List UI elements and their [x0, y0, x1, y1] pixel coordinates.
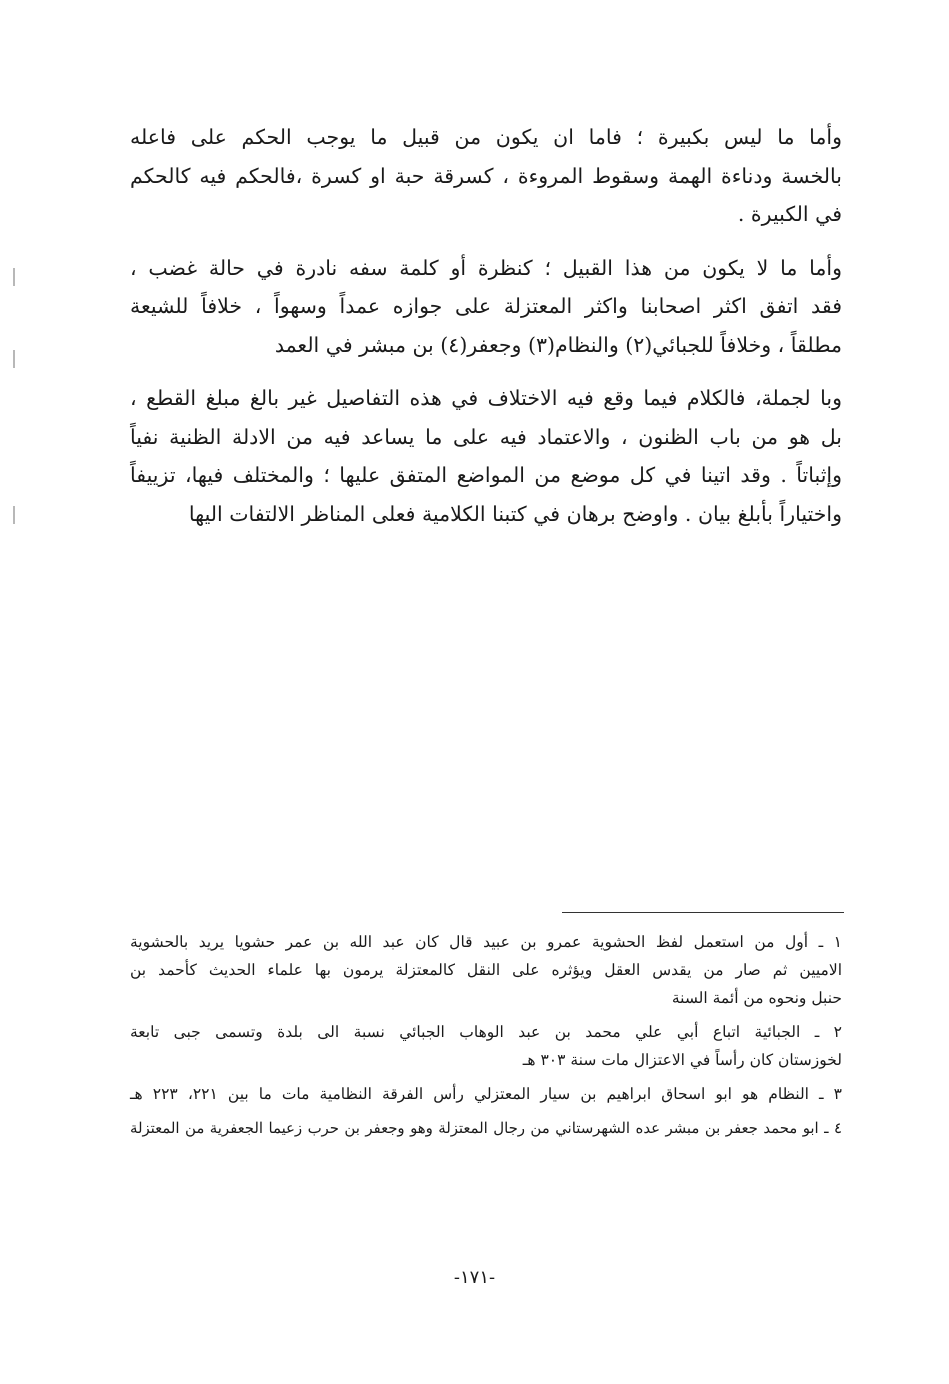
text-line: وأما ما لا يكون من هذا القبيل ؛ كنظرة أو كلمة سفه نادرة في حالة غضب ، [130, 255, 842, 280]
text-line: وأما ما ليس بكبيرة ؛ فاما ان يكون من قبيل ما يوجب الحكم على فاعله [130, 125, 842, 149]
footnote-line: ١ ـ أول من استعمل لفظ الحشوية عمرو بن عبيد قال كان عبد الله بن عمر حشويا يريد بالحشوية [130, 933, 842, 951]
paragraph-3 [130, 379, 842, 533]
footnote-line: ٤ ـ ابو محمد جعفر بن مبشر عده الشهرستاني من رجال المعتزلة وهو وجعفر بن حرب زعيما الجعفرية من المعتزلة [130, 1119, 842, 1137]
footnote-1 [130, 928, 842, 1012]
margin-tick-mark [13, 506, 15, 524]
footnote-line: ٢ ـ الجبائية اتباع أبي علي محمد بن عبد الوهاب الجبائي نسبة الى بلدة وتسمى جبى تابعة [130, 1023, 842, 1041]
page-number: -١٧١- [453, 1267, 496, 1288]
main-text-body [130, 118, 842, 548]
footnote-line: لخوزستان كان رأساً في الاعتزال مات سنة ٣٠٣ هـ [522, 1051, 842, 1069]
footnote-3 [130, 1080, 842, 1108]
footnote-2 [130, 1018, 842, 1074]
footnote-separator [562, 912, 844, 913]
footnote-line: الاميين ثم صار من يقدس العقل ويؤثره على النقل كالمعتزلة يرمون بها علماء الحديث كأحمد بن [130, 961, 842, 979]
margin-tick-mark [13, 350, 15, 368]
text-line: مطلقاً ، وخلافاً للجبائي(٢) والنظام(٣) وجعفر(٤) بن مبشر في العمد [274, 332, 842, 357]
text-line: وبا لجملة، فالكلام فيما وقع فيه الاختلاف في هذه التفاصيل غير بالغ مبلغ القطع ، [130, 386, 842, 410]
footnotes [130, 928, 842, 1148]
text-line: في الكبيرة . [737, 202, 842, 226]
footnote-4 [130, 1114, 842, 1142]
text-line: واختياراً بأبلغ بيان . واوضح برهان في كتبنا الكلامية فعلى المناظر الالتفات اليها [188, 501, 842, 526]
footnote-line: حنبل ونحوه من أئمة السنة [671, 989, 842, 1007]
margin-tick-mark [13, 268, 15, 286]
footnote-line: ٣ ـ النظام هو ابو اسحاق ابراهيم بن سيار المعتزلي رأس الفرقة النظامية مات ما بين ٢٢١، ٢٢٣ هـ [130, 1085, 842, 1103]
text-line: وإثباتاً . وقد اتينا في كل موضع من المواضع المتفق عليها ؛ والمختلف فيها، تزييفاً [130, 463, 842, 487]
text-line: بل هو من باب الظنون ، والاعتماد فيه على ما يساعد فيه من الادلة الظنية نفياً [130, 424, 842, 449]
text-line: بالخسة ودناءة الهمة وسقوط المروءة ، كسرقة حبة او كسرة ،فالحكم فيه كالحكم [130, 163, 842, 188]
paragraph-2 [130, 249, 842, 365]
text-line: فقد اتفق اكثر اصحابنا واكثر المعتزلة على جوازه عمداً وسهواً ، خلافاً للشيعة [130, 294, 842, 318]
paragraph-1 [130, 118, 842, 234]
